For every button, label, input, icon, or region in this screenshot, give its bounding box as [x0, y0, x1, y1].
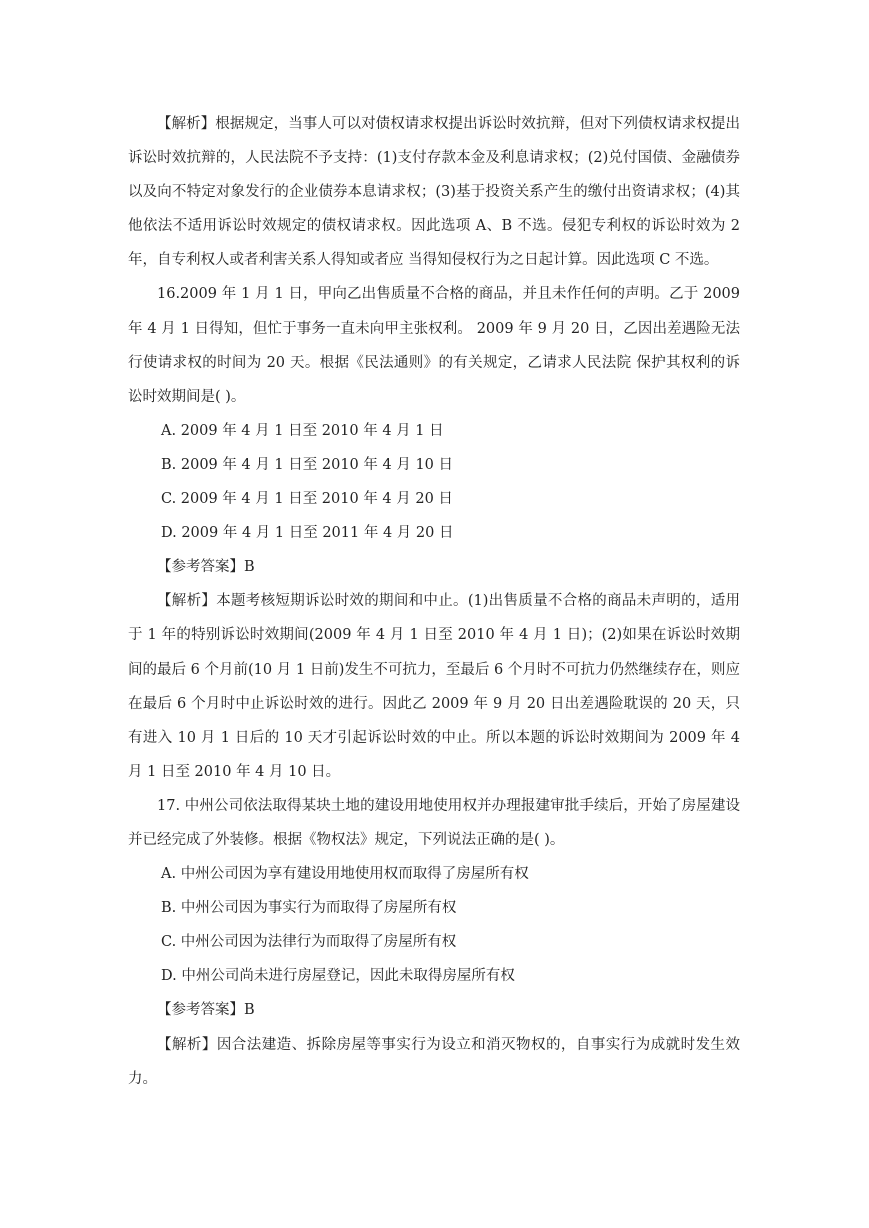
question-17-option-b: B. 中州公司因为事实行为而取得了房屋所有权 — [161, 900, 457, 917]
question-16-option-b: B. 2009 年 4 月 1 日至 2010 年 4 月 10 日 — [161, 456, 454, 473]
question-17-option-c: C. 中州公司因为法律行为而取得了房屋所有权 — [161, 934, 457, 951]
question-17-stem: 17. 中州公司依法取得某块土地的建设用地使用权并办理报建审批手续后，开始了房屋建设并已经完成了外装修。根据《物权法》规定，下列说法正确的是( )。 — [128, 797, 740, 848]
question-17-option-d: D. 中州公司尚未进行房屋登记，因此未取得房屋所有权 — [161, 968, 515, 985]
question-16-option-c: C. 2009 年 4 月 1 日至 2010 年 4 月 20 日 — [161, 491, 453, 508]
question-16-answer: 【参考答案】B — [157, 559, 255, 576]
document-body — [128, 107, 740, 1096]
question-17-analysis: 【解析】因合法建造、拆除房屋等事实行为设立和消灭物权的，自事实行为成就时发生效力。 — [128, 1036, 740, 1087]
question-16-stem: 16.2009 年 1 月 1 日，甲向乙出售质量不合格的商品，并且未作任何的声明。乙于 2009 年 4 月 1 日得知，但忙于事务一直未向甲主张权利。 2009 年 9 月 20 日，乙因出差遇险无法行使请求权的时间为 20 天。根据《民法通则》的有关规定，乙请求人民法院 保护其权利的诉讼时效期间是( )。 — [128, 286, 740, 405]
question-16-option-d: D. 2009 年 4 月 1 日至 2011 年 4 月 20 日 — [161, 525, 454, 542]
question-16-analysis: 【解析】本题考核短期诉讼时效的期间和中止。(1)出售质量不合格的商品未声明的，适用于 1 年的特别诉讼时效期间(2009 年 4 月 1 日至 2010 年 4 月 1 日)；(2)如果在诉讼时效期间的最后 6 个月前(10 月 1 日前)发生不可抗力，至最后 6 个月时不可抗力仍然继续存在，则应在最后 6 个月时中止诉讼时效的进行。因此乙 2009 年 9 月 20 日出差遇险耽误的 20 天，只有进入 10 月 1 日后的 10 天才引起诉讼时效的中止。所以本题的诉讼时效期间为 2009 年 4 月 1 日至 2010 年 4 月 10 日。 — [128, 593, 740, 780]
analysis-paragraph: 【解析】根据规定，当事人可以对债权请求权提出诉讼时效抗辩，但对下列债权请求权提出诉讼时效抗辩的，人民法院不予支持：(1)支付存款本金及利息请求权；(2)兑付国债、金融债券以及向不特定对象发行的企业债券本息请求权；(3)基于投资关系产生的缴付出资请求权；(4)其他依法不适用诉讼时效规定的债权请求权。因此选项 A、B 不选。侵犯专利权的诉讼时效为 2 年，自专利权人或者利害关系人得知或者应 当得知侵权行为之日起计算。因此选项 C 不选。 — [128, 116, 740, 269]
question-16-option-a: A. 2009 年 4 月 1 日至 2010 年 4 月 1 日 — [161, 422, 444, 439]
question-17-option-a: A. 中州公司因为享有建设用地使用权而取得了房屋所有权 — [161, 866, 529, 883]
question-17-answer: 【参考答案】B — [157, 1002, 255, 1019]
